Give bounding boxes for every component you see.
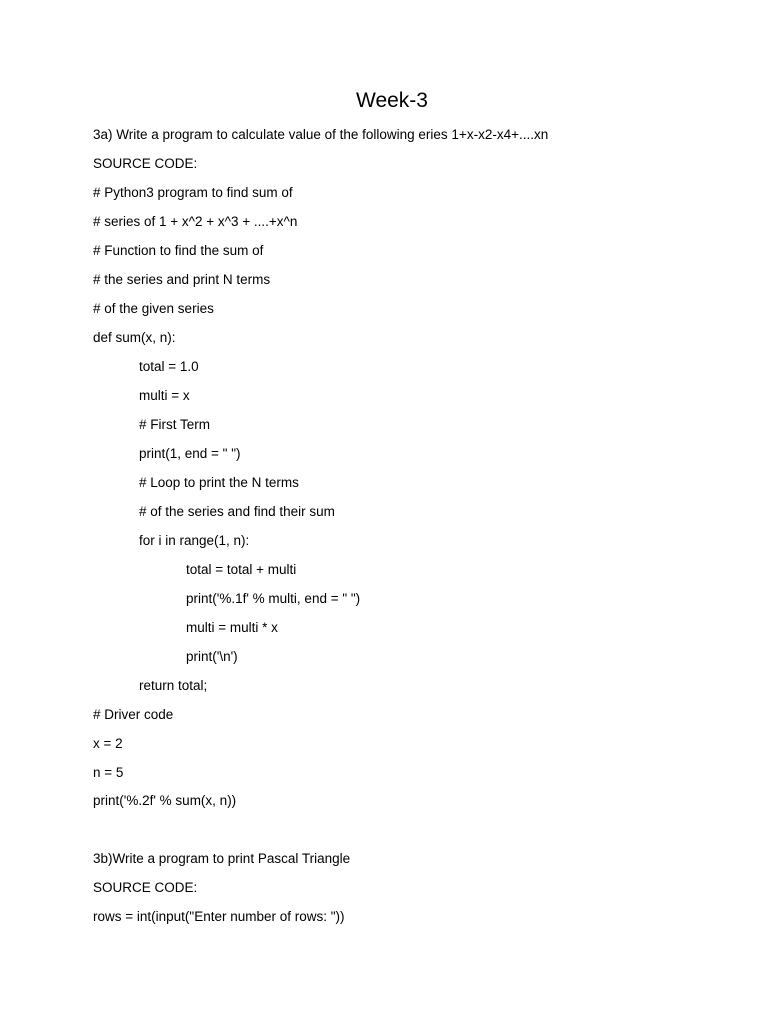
code-line: x = 2 xyxy=(93,736,123,751)
code-line: # Driver code xyxy=(93,707,174,722)
code-line: total = total + multi xyxy=(186,562,297,577)
question-3b: 3b)Write a program to print Pascal Triangle xyxy=(93,851,351,866)
code-line: # Loop to print the N terms xyxy=(139,475,299,490)
code-line: print(1, end = " ") xyxy=(139,446,241,461)
code-line: # of the series and find their sum xyxy=(139,504,335,519)
code-line: total = 1.0 xyxy=(139,359,199,374)
code-line: # Python3 program to find sum of xyxy=(93,185,293,200)
code-line: return total; xyxy=(139,678,208,693)
source-code-label-a: SOURCE CODE: xyxy=(93,156,198,171)
code-line: # series of 1 + x^2 + x^3 + ....+x^n xyxy=(93,214,298,229)
source-code-label-b: SOURCE CODE: xyxy=(93,880,198,895)
page-title: Week-3 xyxy=(356,89,428,112)
code-line: print('%.2f' % sum(x, n)) xyxy=(93,793,237,808)
code-line: # Function to find the sum of xyxy=(93,243,264,258)
code-line: multi = multi * x xyxy=(186,620,278,635)
code-line: # the series and print N terms xyxy=(93,272,271,287)
code-line: # of the given series xyxy=(93,301,214,316)
code-line: n = 5 xyxy=(93,765,124,780)
code-line: print('%.1f' % multi, end = " ") xyxy=(186,591,361,606)
question-3a: 3a) Write a program to calculate value of the following eries 1+x-x2-x4+....xn xyxy=(93,127,549,142)
code-line: print('\n') xyxy=(186,649,238,664)
code-line: # First Term xyxy=(139,417,211,432)
code-line: def sum(x, n): xyxy=(93,330,176,345)
code-line: rows = int(input("Enter number of rows: ")) xyxy=(93,909,345,924)
code-line: for i in range(1, n): xyxy=(139,533,250,548)
code-line: multi = x xyxy=(139,388,190,403)
